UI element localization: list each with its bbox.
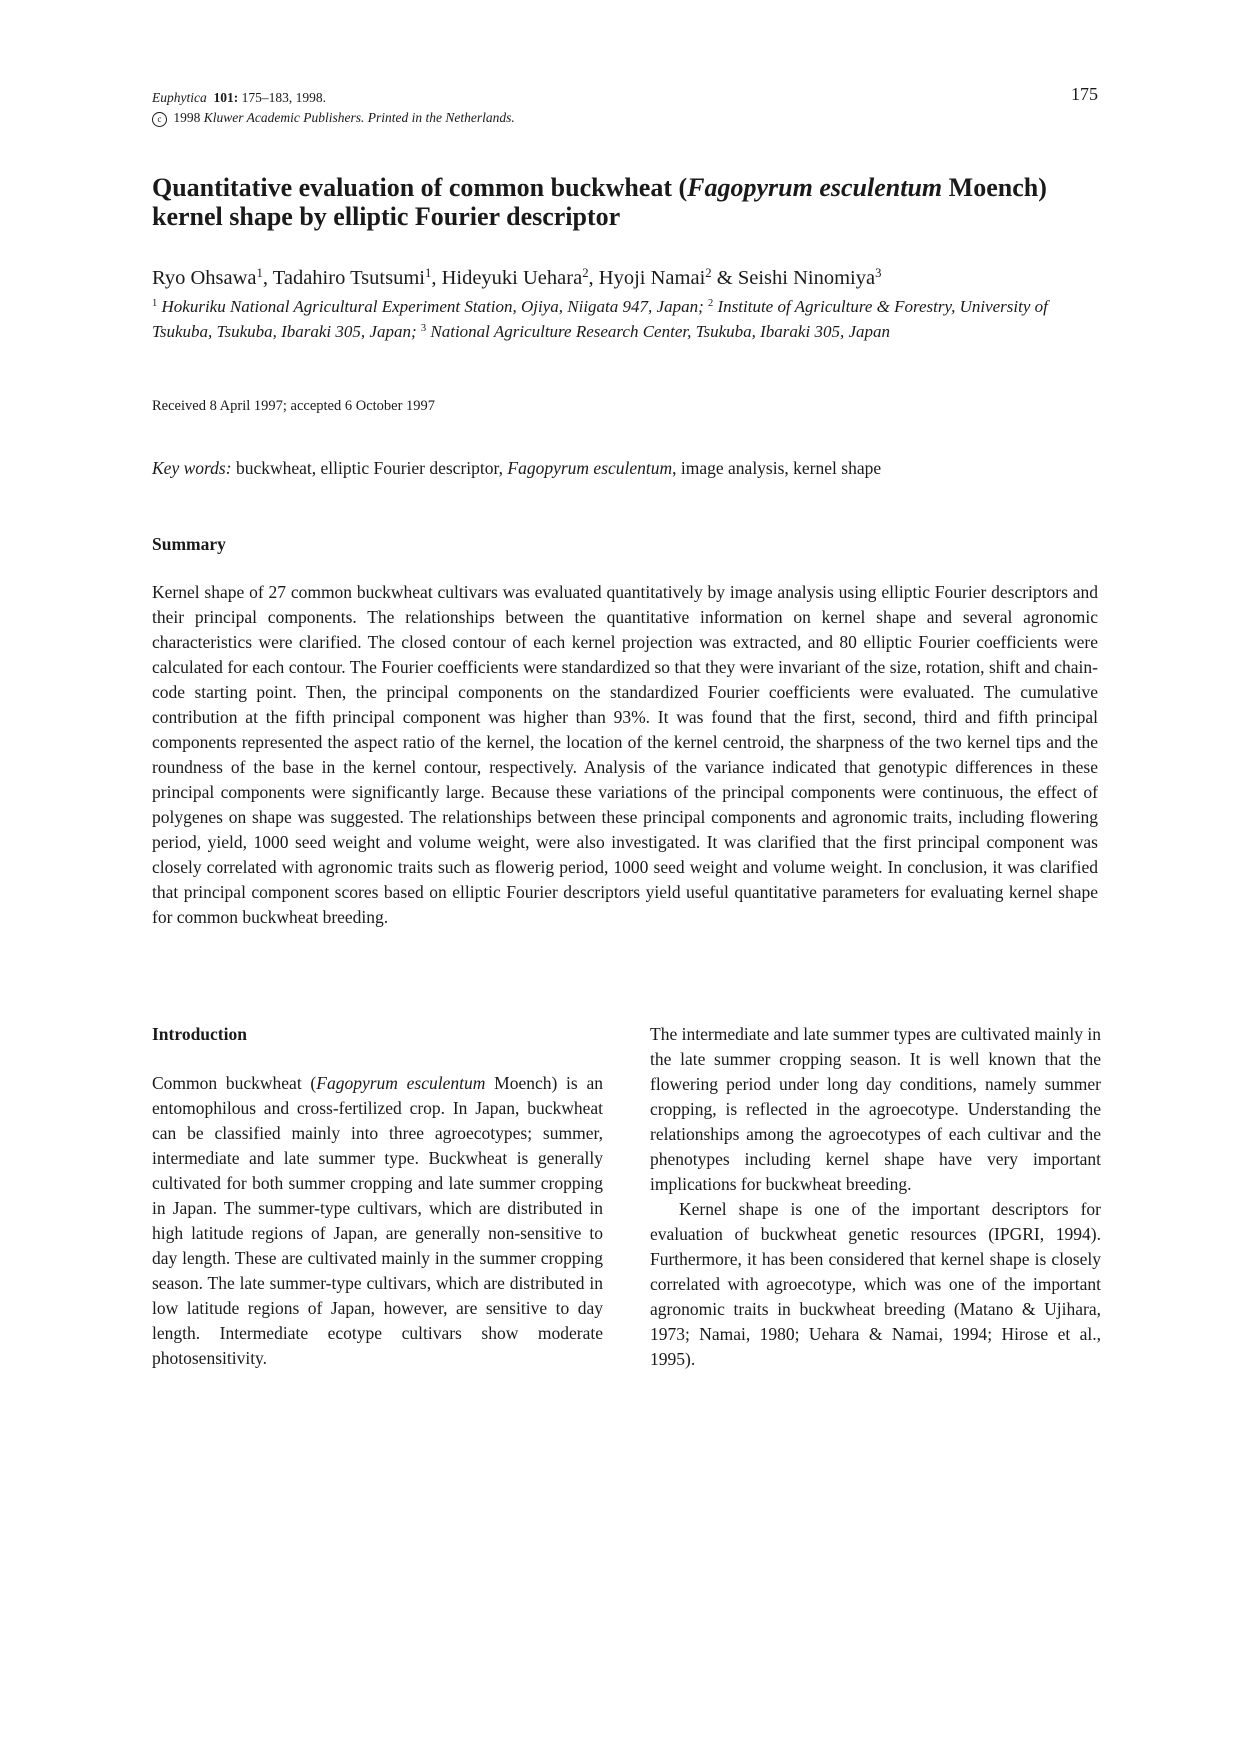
journal-name: Euphytica: [152, 90, 207, 105]
intro-left-column: [152, 1071, 603, 1371]
author: Tadahiro Tsutsumi: [272, 267, 425, 289]
citation-line: [152, 88, 1098, 108]
introduction-heading: Introduction: [152, 1024, 247, 1044]
summary-text: Kernel shape of 27 common buckwheat cultivars was evaluated quantitatively by image analysis using elliptic Fourier descriptors and their principal components. The relationships between the quantitative information on kernel shape and several agronomic characteristics were clarified. The closed contour of each kernel projection was extracted, and 80 elliptic Fourier coefficients were calculated for each contour. The Fourier coefficients were standardized so that they were invariant of the size, rotation, shift and chain-code starting point. Then, the principal components on the standardized Fourier coefficients were evaluated. The cumulative contribution at the fifth principal component was higher than 93%. It was found that the first, second, third and fifth principal components represented the aspect ratio of the kernel, the location of the kernel centroid, the sharpness of the two kernel tips and the roundness of the base in the kernel contour, respectively. Analysis of the variance indicated that genotypic differences in these principal components were significantly large. Because these variations of the principal components were continuous, the effect of polygenes on shape was suggested. The relationships between these principal components and agronomic traits, including flowering period, yield, 1000 seed weight and volume weight, were also investigated. It was clarified that the first principal component was closely correlated with agronomic traits such as flowerig period, 1000 seed weight and volume weight. In conclusion, it was clarified that principal component scores based on elliptic Fourier descriptors yield useful quantitative parameters for evaluating kernel shape for common buckwheat breeding.: [152, 582, 1098, 927]
intro-paragraph: Kernel shape is one of the important descriptors for evaluation of buckwheat genetic resources (IPGRI, 1994). Furthermore, it has been considered that kernel shape is closely correlated with agroecotype, which was one of the important agronomic traits in buckwheat breeding (Matano & Ujihara, 1973; Namai, 1980; Uehara & Namai, 1994; Hirose et al., 1995).: [650, 1199, 1101, 1369]
author: Hideyuki Uehara: [441, 267, 583, 289]
affiliation: Institute of Agriculture & Forestry, University of Tsukuba, Tsukuba, Ibaraki 305, Japan;: [152, 297, 1048, 341]
affil-sup: 1: [152, 298, 158, 310]
author-sup: 2: [705, 266, 712, 281]
intro-text: Common buckwheat (: [152, 1073, 317, 1093]
affiliation: Hokuriku National Agricultural Experiment Station, Ojiya, Niigata 947, Japan;: [157, 297, 708, 316]
copyright-line: [152, 108, 1098, 128]
article-title: [152, 173, 1098, 231]
author: Hyoji Namai: [598, 267, 706, 289]
author-sup: 2: [582, 266, 589, 281]
journal-pages: 175–183, 1998.: [238, 90, 326, 105]
running-header: [152, 84, 1098, 128]
intro-right-column: [650, 1022, 1101, 1372]
title-species: Fagopyrum esculentum: [687, 173, 943, 202]
publisher-line: Kluwer Academic Publishers. Printed in the Netherlands.: [203, 110, 515, 125]
affiliation: National Agriculture Research Center, Tsukuba, Ibaraki 305, Japan: [426, 322, 890, 341]
title-part: Quantitative evaluation of common buckwheat (: [152, 173, 688, 202]
page-number: 175: [1071, 84, 1098, 104]
title-part: Moench) kernel shape by elliptic Fourier descriptor: [152, 173, 1047, 231]
keywords: [152, 456, 1098, 480]
author-list: [152, 265, 1098, 291]
copyright-icon: c: [152, 112, 167, 127]
author-sep: ,: [262, 267, 273, 289]
keywords-text: buckwheat, elliptic Fourier descriptor,: [231, 458, 508, 478]
intro-paragraph: [152, 1071, 603, 1371]
intro-text: Moench) is an entomophilous and cross-fertilized crop. In Japan, buckwheat can be classified mainly into three agroecotypes; summer, intermediate and late summer type. Buckwheat is generally cultivated for both summer cropping and late summer cropping in Japan. The summer-type cultivars, which are distributed in high latitude regions of Japan, are generally non-sensitive to day length. These are cultivated mainly in the summer cropping season. The late summer-type cultivars, which are distributed in low latitude regions of Japan, however, are sensitive to day length. Intermediate ecotype cultivars show moderate photosensitivity.: [152, 1073, 603, 1368]
copyright-year: 1998: [170, 110, 204, 125]
summary-heading: Summary: [152, 534, 226, 554]
keywords-label: Key words:: [152, 458, 232, 478]
author-sup: 1: [256, 266, 263, 281]
affil-sup: 3: [420, 323, 427, 335]
intro-paragraph: The intermediate and late summer types are cultivated mainly in the late summer cropping season. It is well known that the flowering period under long day conditions, namely summer cropping, is reflected in the agroecotype. Understanding the relationships among the agroecotypes of each cultivar and the phenotypes including kernel shape have very important implications for buckwheat breeding.: [650, 1024, 1101, 1194]
author-sep: ,: [431, 267, 442, 289]
author-sep: ,: [588, 267, 599, 289]
author: Seishi Ninomiya: [737, 267, 876, 289]
keywords-species: Fagopyrum esculentum: [507, 458, 673, 478]
received-dates: Received 8 April 1997; accepted 6 October 1997: [152, 398, 436, 414]
author-sup: 1: [424, 266, 432, 281]
keywords-text: , image analysis, kernel shape: [672, 458, 882, 478]
author-sup: 3: [875, 266, 882, 281]
affil-sup: 2: [708, 298, 714, 310]
intro-species: Fagopyrum esculentum: [316, 1073, 486, 1093]
journal-volume: 101:: [213, 90, 239, 105]
author: Ryo Ohsawa: [152, 267, 257, 289]
author-sep: &: [711, 267, 738, 289]
affiliations: [152, 294, 1098, 344]
